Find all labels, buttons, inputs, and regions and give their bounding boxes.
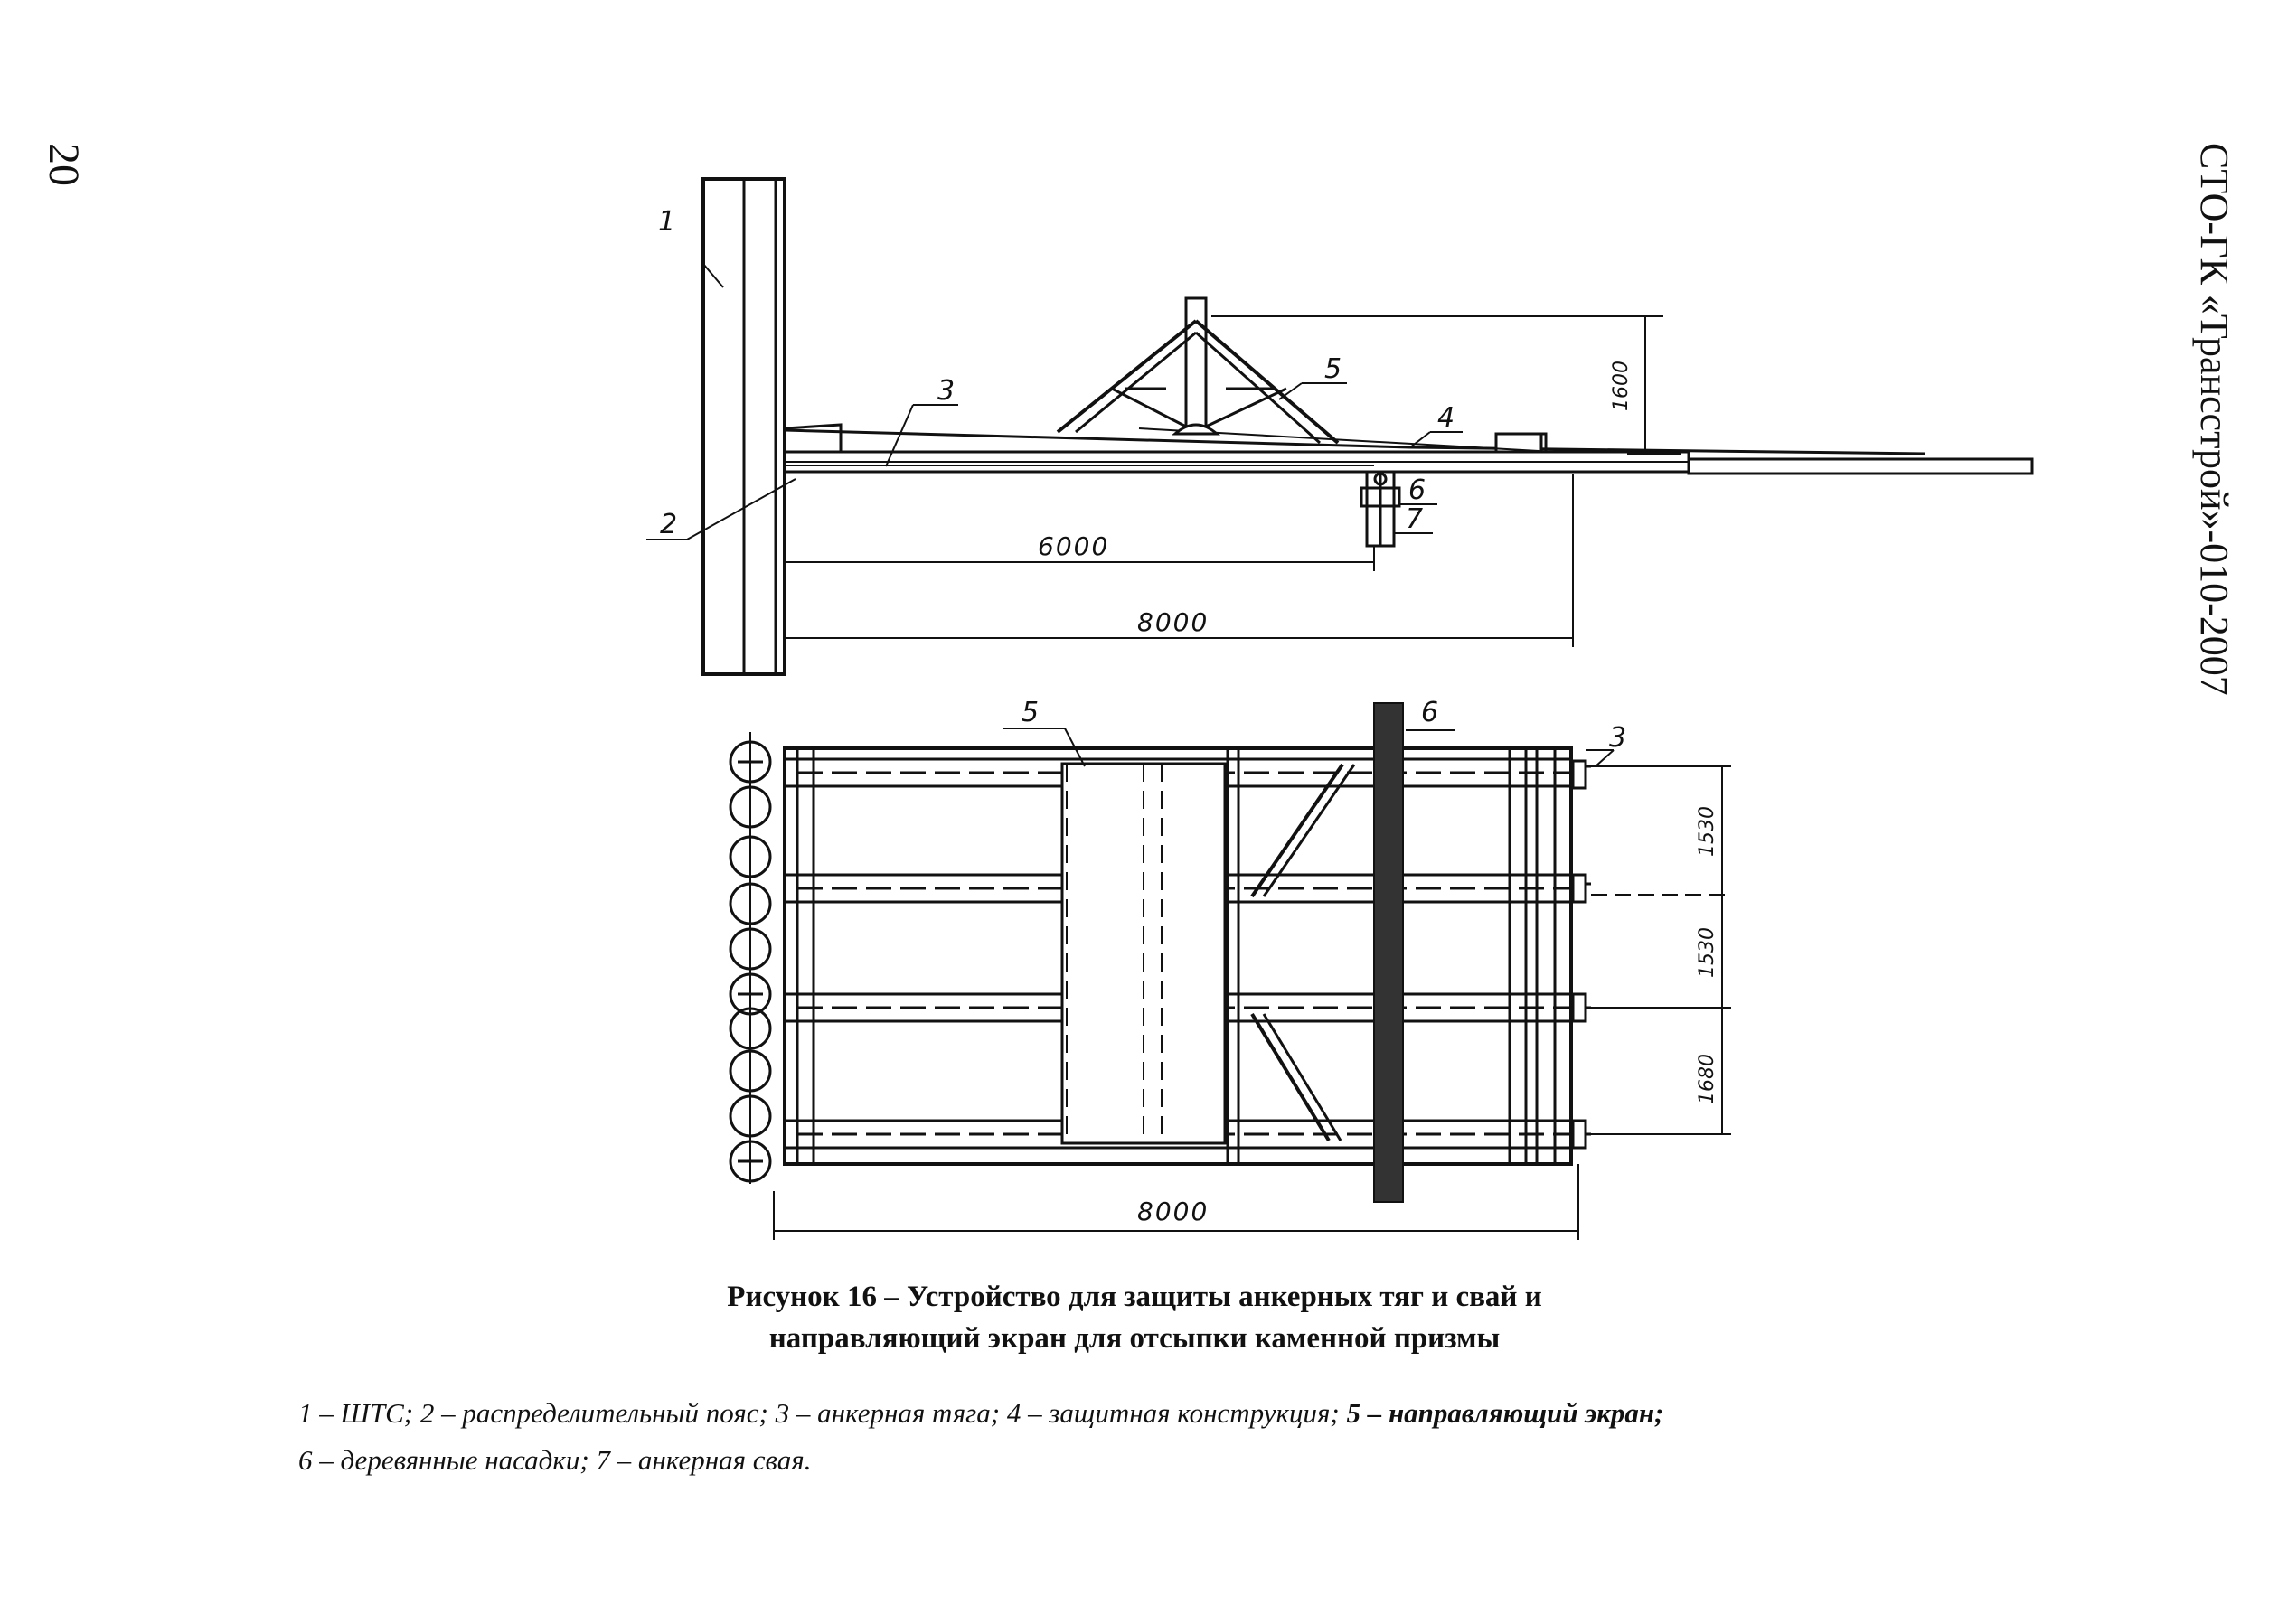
plan-dimension-b: 1530: [1696, 927, 1718, 978]
protective-structure: [785, 428, 1925, 454]
legend-part2: 5 – направляющий экран;: [1346, 1397, 1664, 1429]
plan-dimension-8000: 8000: [1137, 1197, 1210, 1226]
side-label-5: 5: [1324, 353, 1342, 385]
plan-dimensions: [774, 766, 1731, 1240]
legend-part1: 1 – ШТС; 2 – распределительный пояс; 3 – анкерная тяга; 4 – защитная конструкция;: [298, 1397, 1347, 1429]
dimension-6000: 6000: [1038, 531, 1110, 561]
plan-label-5: 5: [1022, 697, 1040, 728]
dimension-1600: 1600: [1610, 361, 1633, 411]
plan-dimension-a: 1530: [1696, 806, 1718, 857]
side-label-4: 4: [1437, 402, 1455, 434]
side-label-3: 3: [937, 375, 956, 407]
figure-caption-line1: Рисунок 16 – Устройство для защиты анкерных тяг и свай и: [727, 1281, 1542, 1313]
legend-line1: [298, 1390, 2016, 1437]
plan-bracing: [1252, 765, 1354, 1141]
guide-screen-frame: [1058, 298, 1338, 443]
plan-view: [730, 697, 1731, 1240]
side-leaders: [646, 264, 1463, 540]
plan-label-6: 6: [1421, 697, 1439, 728]
side-view: [646, 179, 2032, 674]
plan-wooden-nozzle: [1374, 703, 1403, 1202]
sheet-pile-circles: [730, 732, 770, 1184]
anchor-pile: [1361, 472, 1399, 546]
side-dimension-8000: 8000: [1137, 607, 1210, 637]
legend-part3: 6 – деревянные насадки; 7 – анкерная свая.: [298, 1444, 812, 1476]
figure-legend: [298, 1390, 2016, 1484]
side-label-2: 2: [660, 509, 678, 540]
side-label-1: 1: [658, 206, 676, 238]
plan-dimension-c: 1680: [1696, 1054, 1718, 1104]
anchor-rod: [785, 425, 2032, 474]
side-label-7: 7: [1406, 503, 1424, 535]
page-number: 20: [40, 143, 88, 186]
side-label-6: 6: [1408, 474, 1426, 506]
plan-label-3: 3: [1609, 722, 1627, 754]
sheet-pile-wall: [703, 179, 785, 674]
plan-guide-screen: [1062, 764, 1225, 1143]
figure-caption-line2: направляющий экран для отсыпки каменной призмы: [768, 1322, 1501, 1355]
document-code: СТО-ГК «Трансстрой»-010-2007: [2192, 143, 2236, 696]
figure-caption: [0, 1276, 2269, 1359]
